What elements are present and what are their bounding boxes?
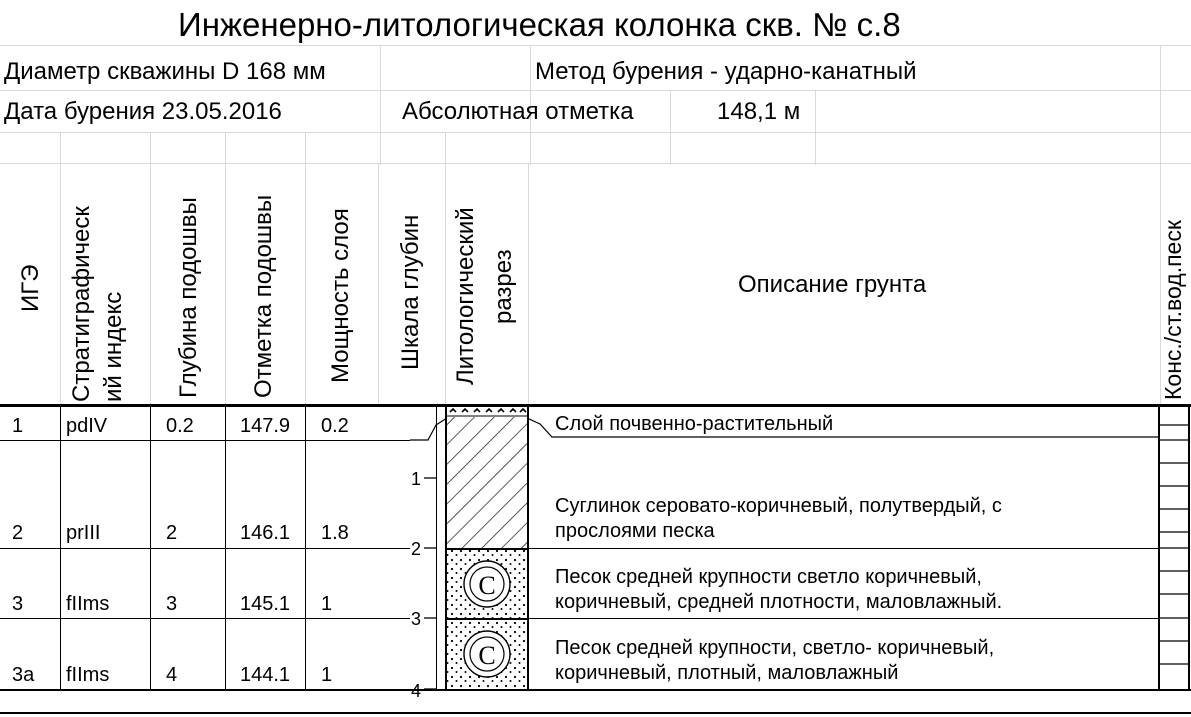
- depth-cell: 0.2: [166, 415, 194, 437]
- page-title: Инженерно-литологическая колонка скв. № с.8: [178, 6, 901, 43]
- ige-cell: 2: [12, 522, 24, 544]
- scale-tick-label: 3: [411, 609, 422, 629]
- mark-cell: 147.9: [240, 415, 291, 437]
- loam-hatch: [447, 417, 527, 548]
- col-header-depth: Глубина подошвы: [175, 197, 202, 398]
- thickness-cell: 1: [321, 593, 333, 615]
- col-header-ige: ИГЭ: [17, 264, 44, 312]
- description-cell: Песок средней крупности, светло- коричневый, коричневый, плотный, маловлажный: [555, 637, 995, 684]
- col-header-mark: Отметка подошвы: [250, 194, 277, 398]
- index-cell: fIIms: [66, 593, 110, 615]
- drilling-date-text: Дата бурения 23.05.2016: [4, 98, 282, 125]
- depth-cell: 4: [166, 664, 178, 686]
- mark-cell: 144.1: [240, 664, 291, 686]
- col-header-litho-2: разрез: [490, 249, 517, 324]
- col-header-scale: Шкала глубин: [397, 214, 424, 370]
- index-cell: fIIms: [66, 664, 110, 686]
- col-header-litho-1: Литологический: [452, 207, 479, 385]
- thickness-cell: 0.2: [321, 415, 349, 437]
- col-header-strat-1: Стратиграфическ: [68, 206, 95, 402]
- elevation-label: Абсолютная отметка: [402, 98, 634, 125]
- drilling-method-text: Метод бурения - ударно-канатный: [535, 58, 917, 85]
- thickness-cell: 1: [321, 664, 333, 686]
- description-cell: Суглинок серовато-коричневый, полутвердый, с прослоями песка: [555, 495, 1002, 542]
- scale-tick-label: 2: [411, 539, 422, 559]
- scale-tick-label: 4: [411, 681, 422, 701]
- index-cell: prIII: [66, 522, 101, 544]
- topsoil-symbol: [447, 407, 527, 415]
- col-header-thickness: Мощность слоя: [327, 208, 354, 383]
- col-header-cons: Конс./ст.вод.песк: [1160, 220, 1186, 400]
- col-header-strat-2: ий индекс: [100, 291, 127, 402]
- scale-tick-label: 1: [411, 469, 422, 489]
- mark-cell: 146.1: [240, 522, 291, 544]
- depth-cell: 2: [166, 522, 178, 544]
- description-cell: Слой почвенно-растительный: [555, 413, 834, 435]
- col-header-description: Описание грунта: [738, 271, 927, 298]
- ige-cell: 3а: [12, 664, 35, 686]
- description-cell: Песок средней крупности светло коричневый, коричневый, средней плотности, маловлажный.: [555, 566, 1003, 613]
- index-cell: pdIV: [66, 415, 108, 437]
- ige-cell: 1: [12, 415, 24, 437]
- thickness-cell: 1.8: [321, 522, 349, 544]
- sand-symbol-letter: C: [478, 641, 496, 670]
- diameter-text: Диаметр скважины D 168 мм: [4, 58, 326, 85]
- ige-cell: 3: [12, 593, 24, 615]
- depth-cell: 3: [166, 593, 178, 615]
- elevation-value: 148,1 м: [717, 98, 801, 125]
- sand-symbol-letter: C: [478, 571, 496, 600]
- mark-cell: 145.1: [240, 593, 291, 615]
